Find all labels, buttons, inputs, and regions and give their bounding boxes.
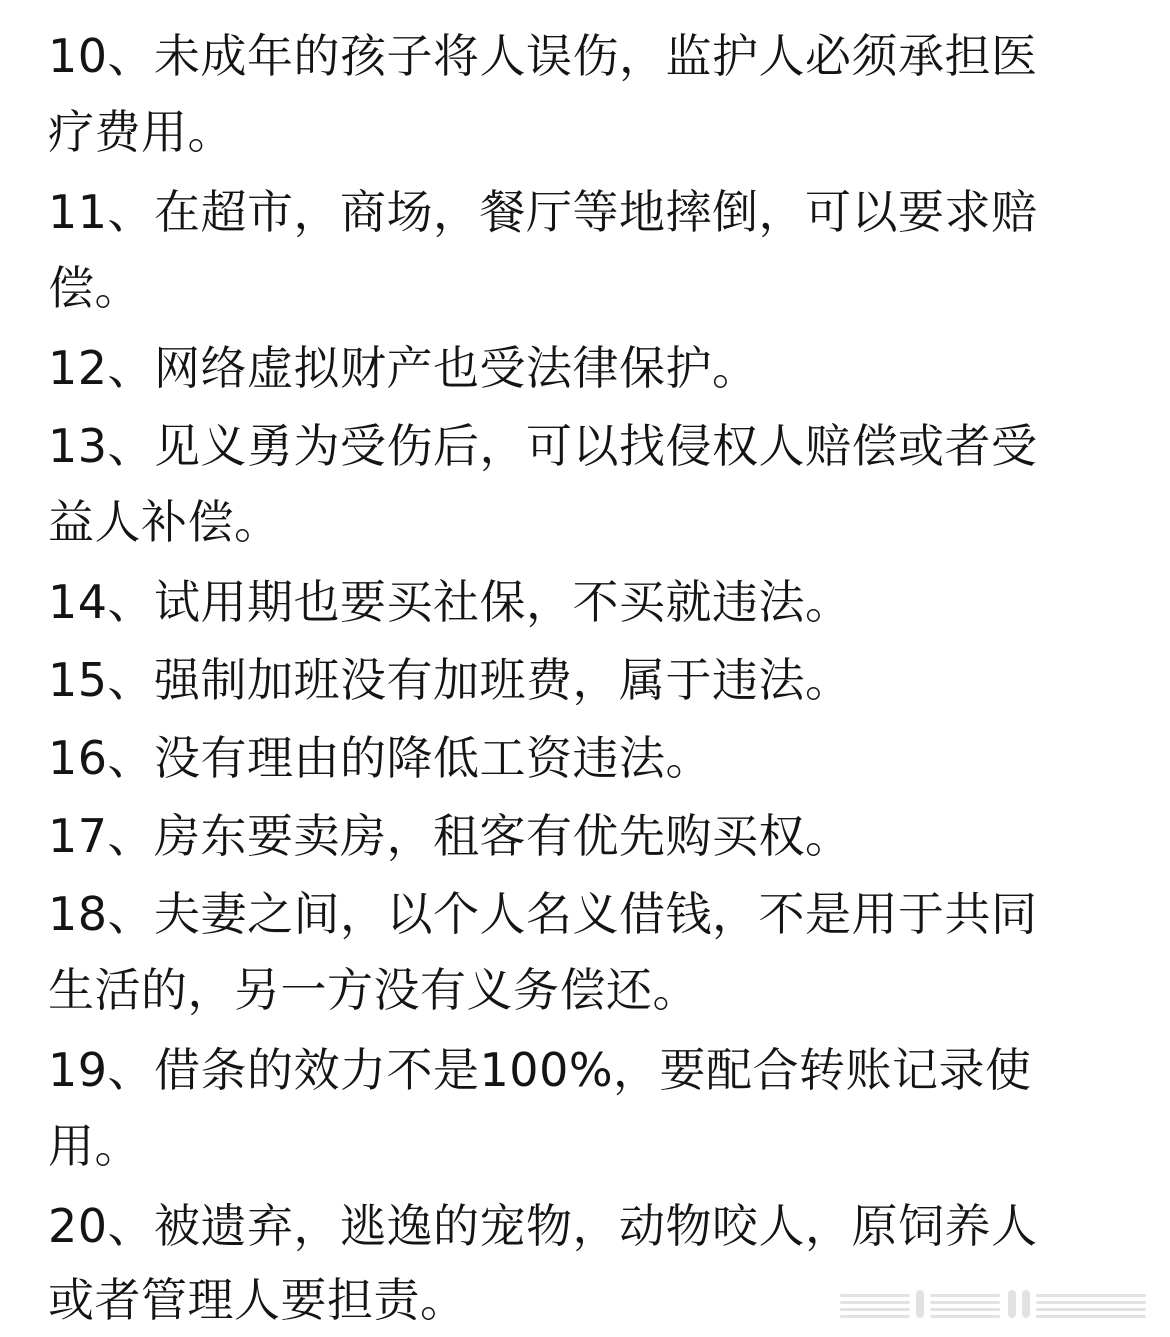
item-11-line-1: 11、在超市，商场，餐厅等地摔倒，可以要求赔 [48, 185, 1038, 239]
item-20-line-2: 或者管理人要担责。 [48, 1273, 467, 1327]
item-13-line-2: 益人补偿。 [48, 495, 281, 549]
item-20-line-1: 20、被遗弃，逃逸的宠物，动物咬人，原饲养人 [48, 1199, 1038, 1253]
item-18-line-2: 生活的，另一方没有义务偿还。 [48, 963, 699, 1017]
item-13-line-1: 13、见义勇为受伤后，可以找侵权人赔偿或者受 [48, 419, 1038, 473]
item-10-line-1: 10、未成年的孩子将人误伤，监护人必须承担医 [48, 29, 1038, 83]
item-15-line-1: 15、强制加班没有加班费，属于违法。 [48, 653, 852, 707]
item-17-line-1: 17、房东要卖房，租客有优先购买权。 [48, 809, 852, 863]
striped-watermark-logo-icon [840, 1290, 1148, 1320]
item-18-line-1: 18、夫妻之间，以个人名义借钱，不是用于共同 [48, 887, 1038, 941]
item-14-line-1: 14、试用期也要买社保，不买就违法。 [48, 575, 852, 629]
item-10-line-2: 疗费用。 [48, 105, 234, 159]
item-16-line-1: 16、没有理由的降低工资违法。 [48, 731, 713, 785]
item-19-line-1: 19、借条的效力不是100%，要配合转账记录使 [48, 1043, 1032, 1097]
item-19-line-2: 用。 [48, 1119, 141, 1173]
item-12-line-1: 12、网络虚拟财产也受法律保护。 [48, 341, 759, 395]
item-11-line-2: 偿。 [48, 261, 141, 315]
